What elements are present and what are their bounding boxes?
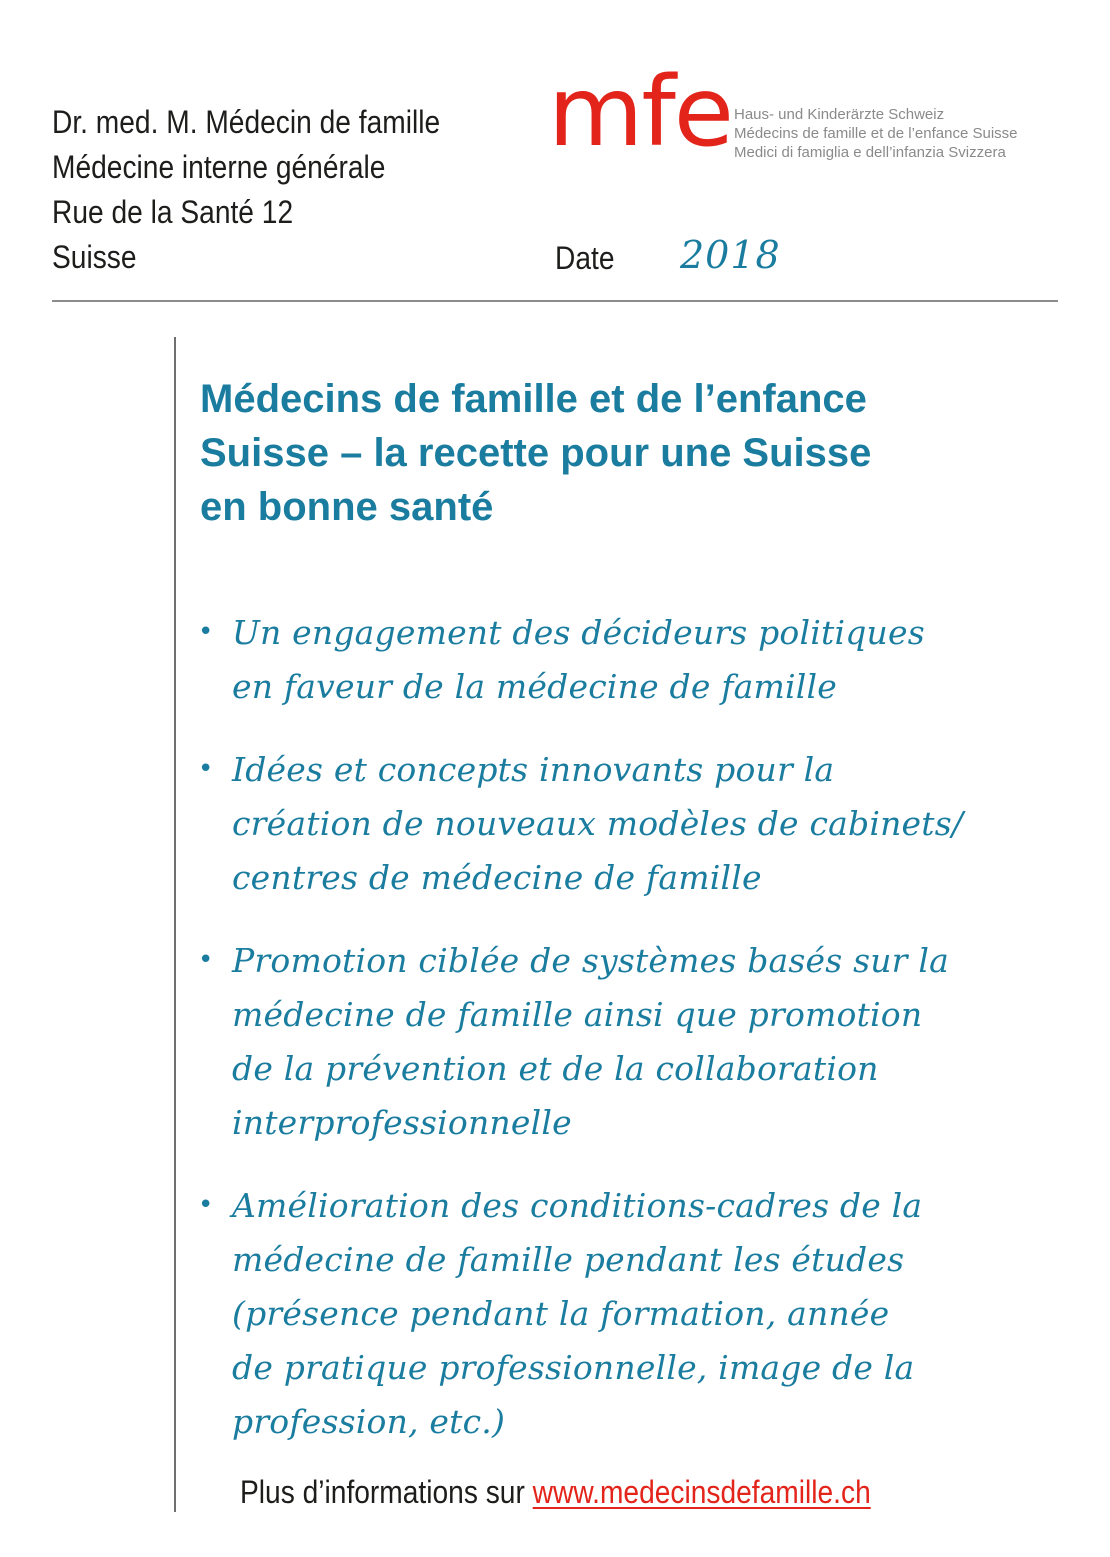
list-item-line: médecine de famille pendant les études — [232, 1240, 905, 1279]
bullet-icon: • — [198, 754, 214, 784]
list-item-line: (présence pendant la formation, année — [232, 1294, 890, 1333]
recommendation-list — [198, 606, 1098, 1478]
sender-address — [52, 100, 522, 280]
bullet-icon: • — [198, 1190, 214, 1220]
title-line: Médecins de famille et de l’enfance — [200, 377, 867, 421]
header-divider — [52, 300, 1058, 302]
logo-mark: mfe — [548, 56, 732, 168]
sender-name: Dr. med. M. Médecin de famille — [52, 104, 441, 140]
logo-tagline-it: Medici di famiglia e dell’infanzia Svizzera — [734, 144, 1006, 161]
list-item-line: Un engagement des décideurs politiques — [232, 613, 925, 652]
list-item — [198, 934, 1098, 1150]
list-item-line: médecine de famille ainsi que promotion — [232, 995, 923, 1034]
footer-info — [240, 1470, 871, 1514]
sender-specialty: Médecine interne générale — [52, 149, 386, 185]
list-item — [198, 1179, 1098, 1449]
list-item — [198, 743, 1098, 905]
logo-taglines — [734, 105, 1018, 162]
list-item-line: profession, etc.) — [232, 1402, 506, 1441]
bullet-icon: • — [198, 617, 214, 647]
list-item-line: création de nouveaux modèles de cabinets/ — [232, 804, 964, 843]
sender-street: Rue de la Santé 12 — [52, 194, 294, 230]
footer-text: Plus d’informations sur — [240, 1474, 525, 1510]
page-title — [200, 372, 1020, 534]
margin-rule — [174, 337, 176, 1512]
list-item — [198, 606, 1098, 714]
list-item-line: Idées et concepts innovants pour la — [232, 750, 835, 789]
title-line: Suisse – la recette pour une Suisse — [200, 431, 872, 475]
logo-tagline-de: Haus- und Kinderärzte Schweiz — [734, 106, 945, 123]
date-value: 2018 — [680, 233, 781, 277]
list-item-line: centres de médecine de famille — [232, 858, 762, 897]
list-item-line: Promotion ciblée de systèmes basés sur la — [232, 941, 949, 980]
logo-tagline-fr: Médecins de famille et de l’enfance Suisse — [734, 125, 1018, 142]
list-item-line: de pratique professionnelle, image de la — [232, 1348, 915, 1387]
sender-country: Suisse — [52, 239, 137, 275]
list-item-line: Amélioration des conditions-cadres de la — [232, 1186, 923, 1225]
title-line: en bonne santé — [200, 485, 494, 529]
date-label: Date — [555, 240, 615, 276]
bullet-icon: • — [198, 945, 214, 975]
list-item-line: interprofessionnelle — [232, 1103, 572, 1142]
list-item-line: de la prévention et de la collaboration — [232, 1049, 879, 1088]
list-item-line: en faveur de la médecine de famille — [232, 667, 838, 706]
website-link[interactable]: www.medecinsdefamille.ch — [532, 1474, 871, 1510]
mfe-logo — [548, 56, 1068, 172]
